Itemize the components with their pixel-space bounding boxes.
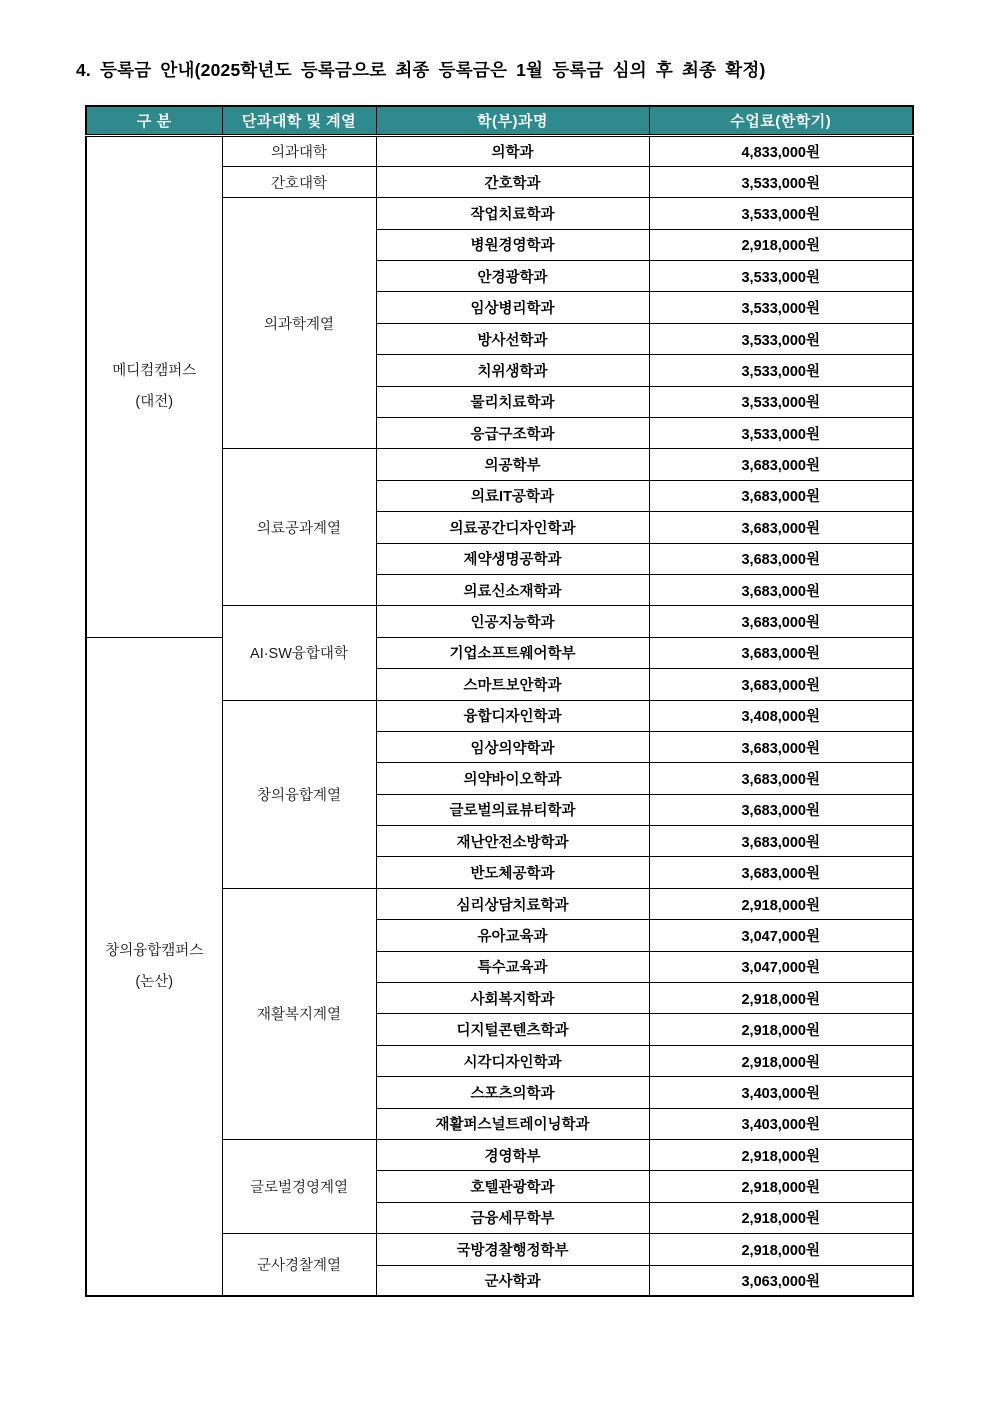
tuition-fee-cell: 3,683,000원 xyxy=(649,449,913,480)
column-header-tuition: 수업료(한학기) xyxy=(649,106,913,135)
table-row xyxy=(86,135,913,166)
tuition-fee-cell: 3,533,000원 xyxy=(649,386,913,417)
tuition-fee-cell: 3,683,000원 xyxy=(649,857,913,888)
tuition-fee-cell: 3,683,000원 xyxy=(649,543,913,574)
tuition-table-header xyxy=(86,106,913,135)
department-cell: 물리치료학과 xyxy=(376,386,649,417)
tuition-fee-cell: 3,683,000원 xyxy=(649,731,913,762)
college-cell: 글로벌경영계열 xyxy=(222,1140,376,1234)
header-row xyxy=(86,106,913,135)
column-header-college: 단과대학 및 계열 xyxy=(222,106,376,135)
tuition-fee-cell: 3,533,000원 xyxy=(649,261,913,292)
department-cell: 글로벌의료뷰티학과 xyxy=(376,794,649,825)
department-cell: 의학과 xyxy=(376,135,649,166)
department-cell: 간호학과 xyxy=(376,166,649,197)
tuition-fee-cell: 2,918,000원 xyxy=(649,1014,913,1045)
department-cell: 기업소프트웨어학부 xyxy=(376,637,649,668)
campus-name: 메디컴캠퍼스 xyxy=(112,363,197,380)
tuition-fee-cell: 3,683,000원 xyxy=(649,637,913,668)
tuition-fee-cell: 3,683,000원 xyxy=(649,794,913,825)
tuition-fee-cell: 3,063,000원 xyxy=(649,1265,913,1296)
department-cell: 임상병리학과 xyxy=(376,292,649,323)
campus-location: (논산) xyxy=(135,973,174,990)
tuition-fee-cell: 3,533,000원 xyxy=(649,355,913,386)
tuition-fee-cell: 2,918,000원 xyxy=(649,983,913,1014)
tuition-fee-cell: 3,403,000원 xyxy=(649,1077,913,1108)
tuition-fee-cell: 3,683,000원 xyxy=(649,826,913,857)
college-cell: 간호대학 xyxy=(222,166,376,197)
department-cell: 의공학부 xyxy=(376,449,649,480)
department-cell: 안경광학과 xyxy=(376,261,649,292)
department-cell: 융합디자인학과 xyxy=(376,700,649,731)
college-cell: 의과학계열 xyxy=(222,198,376,449)
tuition-fee-cell: 3,533,000원 xyxy=(649,323,913,354)
department-cell: 유아교육과 xyxy=(376,920,649,951)
department-cell: 의료신소재학과 xyxy=(376,574,649,605)
department-cell: 재난안전소방학과 xyxy=(376,826,649,857)
department-cell: 금융세무학부 xyxy=(376,1202,649,1233)
department-cell: 임상의약학과 xyxy=(376,731,649,762)
tuition-table xyxy=(85,105,914,1297)
table-row xyxy=(86,637,913,668)
department-cell: 스마트보안학과 xyxy=(376,669,649,700)
department-cell: 제약생명공학과 xyxy=(376,543,649,574)
tuition-fee-cell: 2,918,000원 xyxy=(649,1171,913,1202)
department-cell: 반도체공학과 xyxy=(376,857,649,888)
tuition-fee-cell: 2,918,000원 xyxy=(649,1234,913,1265)
campus-location: (대전) xyxy=(135,393,174,410)
department-cell: 사회복지학과 xyxy=(376,983,649,1014)
department-cell: 의약바이오학과 xyxy=(376,763,649,794)
tuition-fee-cell: 4,833,000원 xyxy=(649,135,913,166)
tuition-fee-cell: 3,533,000원 xyxy=(649,166,913,197)
department-cell: 응급구조학과 xyxy=(376,418,649,449)
tuition-fee-cell: 3,683,000원 xyxy=(649,512,913,543)
college-cell: 창의융합계열 xyxy=(222,700,376,888)
department-cell: 의료IT공학과 xyxy=(376,480,649,511)
department-cell: 호텔관광학과 xyxy=(376,1171,649,1202)
campus-cell xyxy=(86,637,222,1296)
tuition-fee-cell: 3,533,000원 xyxy=(649,418,913,449)
tuition-table-body xyxy=(86,135,913,1296)
department-cell: 국방경찰행정학부 xyxy=(376,1234,649,1265)
tuition-fee-cell: 2,918,000원 xyxy=(649,1045,913,1076)
department-cell: 디지털콘텐츠학과 xyxy=(376,1014,649,1045)
college-cell: 재활복지계열 xyxy=(222,888,376,1139)
tuition-fee-cell: 3,533,000원 xyxy=(649,198,913,229)
column-header-category: 구 분 xyxy=(86,106,222,135)
department-cell: 스포츠의학과 xyxy=(376,1077,649,1108)
department-cell: 특수교육과 xyxy=(376,951,649,982)
tuition-fee-cell: 3,047,000원 xyxy=(649,920,913,951)
tuition-fee-cell: 2,918,000원 xyxy=(649,1140,913,1171)
department-cell: 작업치료학과 xyxy=(376,198,649,229)
department-cell: 군사학과 xyxy=(376,1265,649,1296)
tuition-fee-cell: 3,408,000원 xyxy=(649,700,913,731)
department-cell: 방사선학과 xyxy=(376,323,649,354)
department-cell: 시각디자인학과 xyxy=(376,1045,649,1076)
tuition-fee-cell: 2,918,000원 xyxy=(649,888,913,919)
tuition-fee-cell: 3,683,000원 xyxy=(649,480,913,511)
campus-name: 창의융합캠퍼스 xyxy=(105,943,204,960)
tuition-fee-cell: 3,683,000원 xyxy=(649,606,913,637)
tuition-fee-cell: 2,918,000원 xyxy=(649,1202,913,1233)
college-cell: 의료공과계열 xyxy=(222,449,376,606)
department-cell: 재활퍼스널트레이닝학과 xyxy=(376,1108,649,1139)
tuition-fee-cell: 2,918,000원 xyxy=(649,229,913,260)
college-cell: 의과대학 xyxy=(222,135,376,166)
department-cell: 인공지능학과 xyxy=(376,606,649,637)
department-cell: 심리상담치료학과 xyxy=(376,888,649,919)
department-cell: 의료공간디자인학과 xyxy=(376,512,649,543)
tuition-fee-cell: 3,683,000원 xyxy=(649,669,913,700)
tuition-fee-cell: 3,047,000원 xyxy=(649,951,913,982)
department-cell: 치위생학과 xyxy=(376,355,649,386)
page-title: 4. 등록금 안내(2025학년도 등록금으로 최종 등록금은 1월 등록금 심의 후 최종 확정) xyxy=(76,60,766,80)
tuition-fee-cell: 3,533,000원 xyxy=(649,292,913,323)
department-cell: 경영학부 xyxy=(376,1140,649,1171)
column-header-department: 학(부)과명 xyxy=(376,106,649,135)
tuition-fee-cell: 3,683,000원 xyxy=(649,574,913,605)
campus-cell xyxy=(86,135,222,637)
college-cell: 군사경찰계열 xyxy=(222,1234,376,1297)
department-cell: 병원경영학과 xyxy=(376,229,649,260)
tuition-fee-cell: 3,683,000원 xyxy=(649,763,913,794)
tuition-fee-cell: 3,403,000원 xyxy=(649,1108,913,1139)
college-cell: AI·SW융합대학 xyxy=(222,606,376,700)
